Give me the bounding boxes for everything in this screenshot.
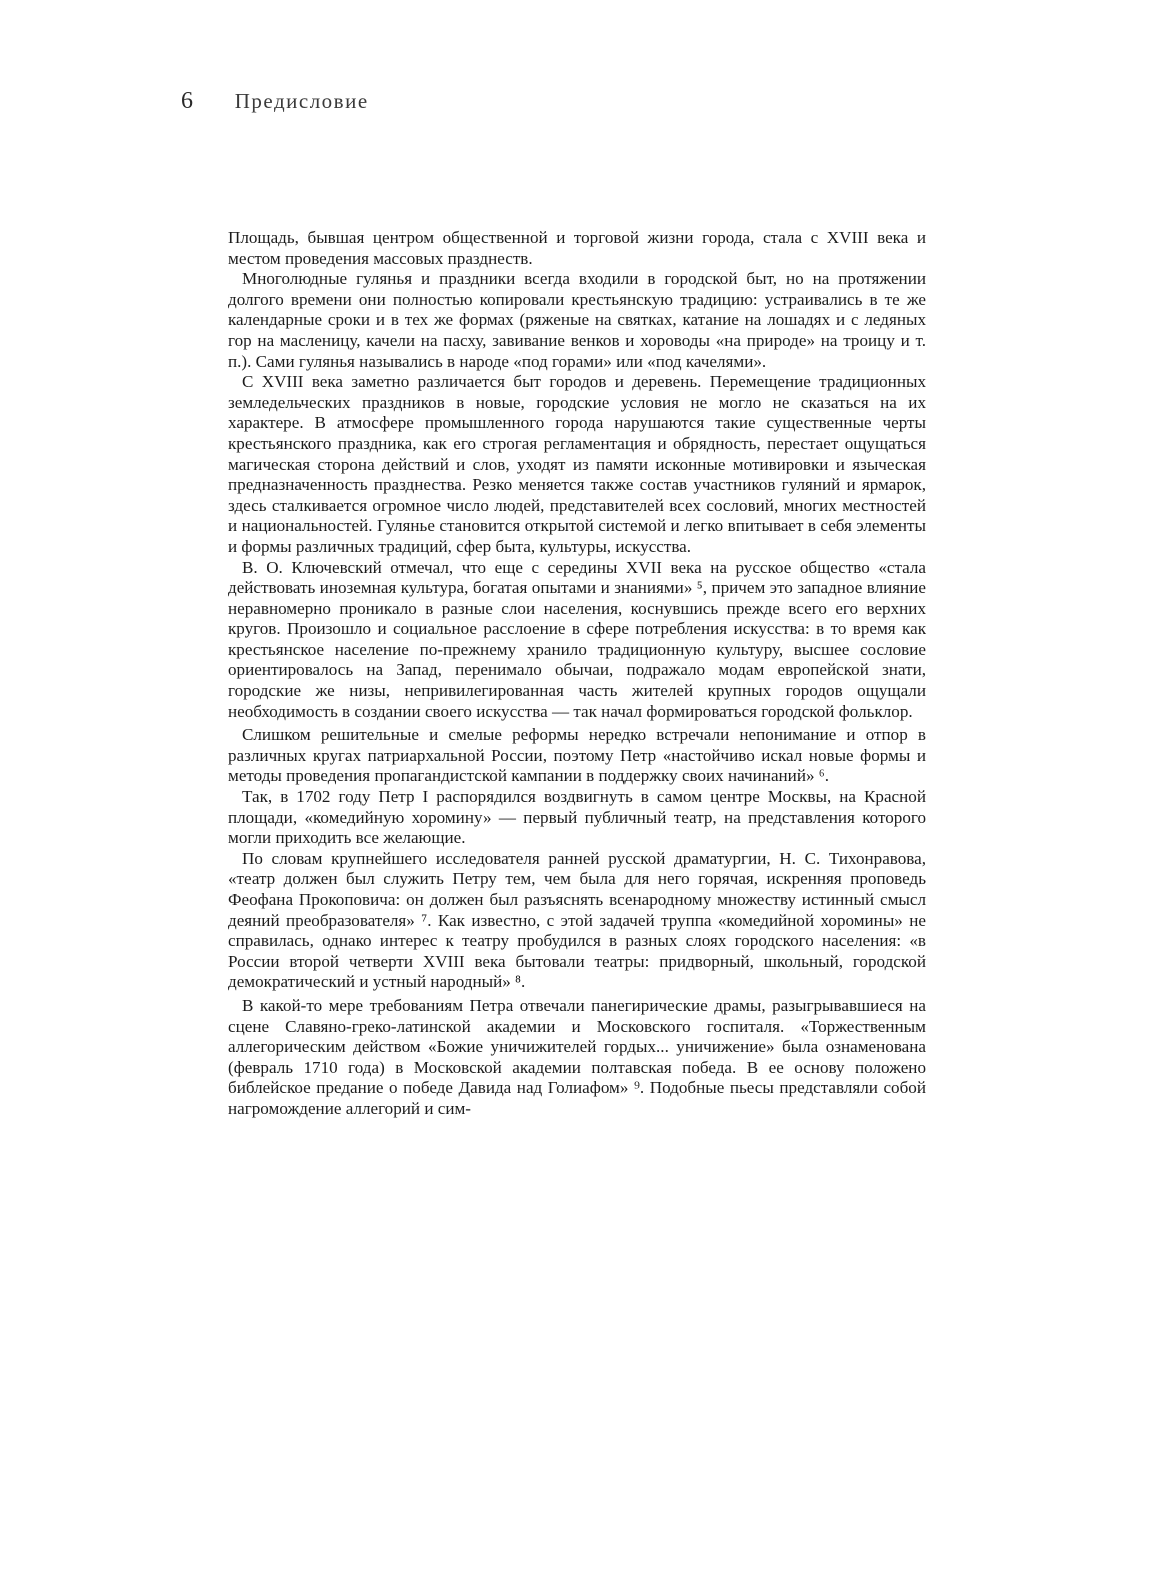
paragraph-reforms: Слишком решительные и смелые реформы нередко встречали непонимание и отпор в различных кругах патриархальной России, поэтому Петр «настойчиво искал новые формы и методы проведения пропагандистской кампании в поддержку своих начинаний» ⁶. [228, 725, 926, 786]
paragraph-tikhonravov: По словам крупнейшего исследователя ранней русской драматургии, Н. С. Тихонравова, «театр должен был служить Петру тем, чем была для него горячая, искренняя проповедь Феофана Прокоповича: он должен был разъяснять всенародному множеству истинный смысл деяний преобразователя» ⁷. Как известно, с этой задачей труппа «комедийной хоромины» не справилась, однако интерес к театру пробудился в разных слоях городского населения: «в России второй четверти XVIII века бытовали театры: придворный, школьный, городской демократический и устный народный» ⁸. [228, 848, 926, 992]
paragraph-city-village: С XVIII века заметно различается быт городов и деревень. Перемещение традиционных земледельческих праздников в новые, городские условия не могло не сказаться на их характере. В атмосфере промышленного города нарушаются такие существенные черты крестьянского праздника, как его строгая регламентация и обрядность, перестает ощущаться магическая сторона действий и слов, уходят из памяти исконные мотивировки и языческая предназначенность празднества. Резко меняется также состав участников гуляний и ярмарок, здесь сталкивается огромное число людей, представителей всех сословий, многих местностей и национальностей. Гулянье становится открытой системой и легко впитывает в себя элементы и формы различных традиций, сфер быта, культуры, искусства. [228, 372, 926, 556]
section-title: Предисловие [234, 89, 369, 113]
running-head [181, 88, 369, 115]
paragraph-klyuchevsky: В. О. Ключевский отмечал, что еще с середины XVII века на русское общество «стала действовать иноземная культура, богатая опытами и знаниями» ⁵, причем это западное влияние неравномерно проникало в разные слои населения, коснувшись прежде всего его верхних кругов. Произошло и социальное расслоение в сфере потребления искусства: в то время как крестьянское население по-прежнему хранило традиционную культуру, высшее сословие ориентировалось на Запад, перенимало обычаи, подражало модам европейской знати, городские же низы, непривилегированная часть жителей крупных городов ощущали необходимость в создании своего искусства — так начал формироваться городской фольклор. [228, 557, 926, 721]
paragraph-panegyric-dramas: В какой-то мере требованиям Петра отвечали панегирические драмы, разыгрывавшиеся на сцене Славяно-греко-латинской академии и Московского госпиталя. «Торжественным аллегорическим действом «Божие уничижителей гордых... уничижение» была ознаменована (февраль 1710 года) в Московской академии полтавская победа. В ее основу положено библейское предание о победе Давида над Голиафом» ⁹. Подобные пьесы представляли собой нагромождение аллегорий и сим- [228, 995, 926, 1118]
page-number: 6 [181, 88, 194, 114]
paragraph-festivities: Многолюдные гулянья и праздники всегда входили в городской быт, но на протяжении долгого времени они полностью копировали крестьянскую традицию: устраивались в те же календарные сроки и в тех же формах (ряженые на святках, катание на лошадях и с ледяных гор на масленицу, качели на пасху, завивание венков и хороводы «на природе» на троицу и т. п.). Сами гулянья назывались в народе «под горами» или «под качелями». [228, 269, 926, 371]
body-text [228, 228, 926, 1120]
paragraph-theatre-1702: Так, в 1702 году Петр I распорядился воздвигнуть в самом центре Москвы, на Красной площади, «комедийную хоромину» — первый публичный театр, на представления которого могли приходить все желающие. [228, 787, 926, 848]
paragraph-square: Площадь, бывшая центром общественной и торговой жизни города, стала с XVIII века и местом проведения массовых празднеств. [228, 228, 926, 268]
